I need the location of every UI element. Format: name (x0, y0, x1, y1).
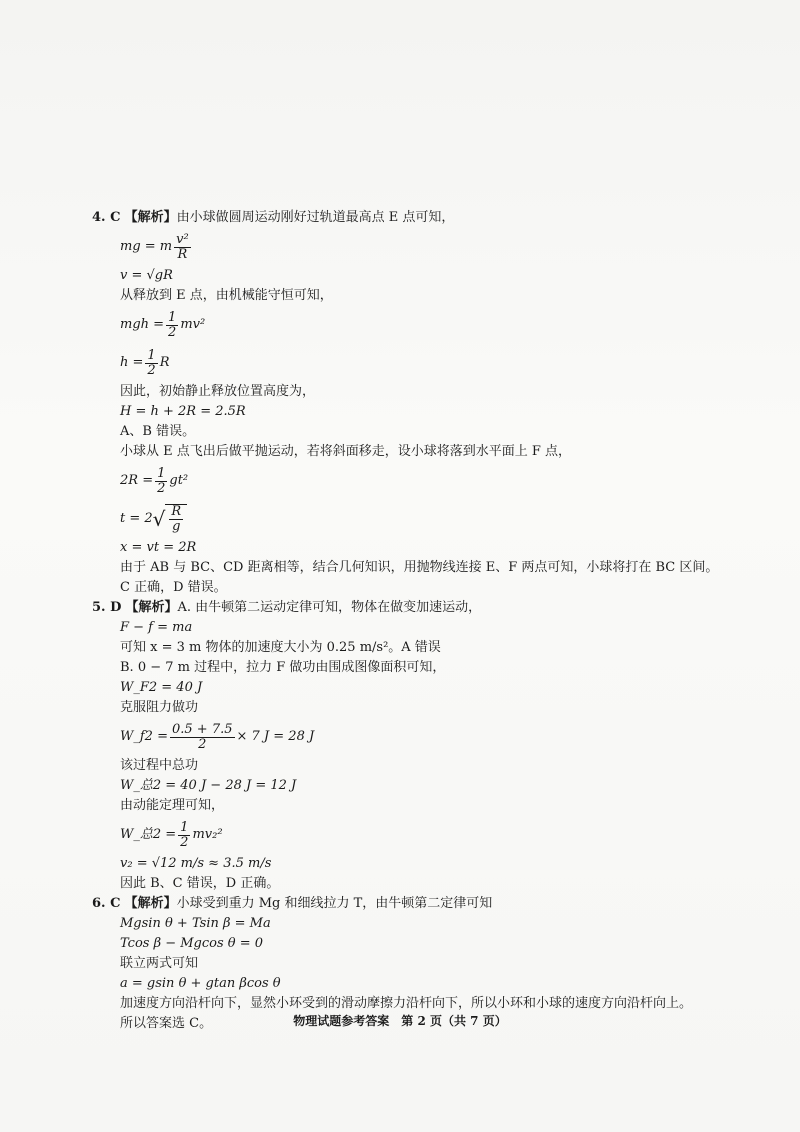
q5-header (92, 598, 732, 618)
q4-number: 4. C (92, 210, 121, 225)
q4-eq5: H = h + 2R = 2.5R (120, 404, 246, 419)
q4-text4: 小球从 E 点飞出后做平抛运动，若将斜面移走，设小球将落到水平面上 F 点， (120, 444, 572, 459)
fraction: $\frac{1}{2}$ (168, 309, 177, 340)
q5-text3: 克服阻力做功 (120, 700, 199, 715)
q4-text2: 因此，初始静止释放位置高度为， (120, 384, 316, 399)
q5-eq4: W_总2 = 40 J − 28 J = 12 J (120, 778, 297, 793)
q5-eq6: v₂ = √12 m/s ≈ 3.5 m/s (120, 856, 272, 871)
q4-eq7: t = 2 √ $\frac{R}{g}$ (92, 500, 732, 538)
q4-eq3: mgh = $\frac{1}{2}$ mv² (120, 309, 206, 340)
fraction: $\frac{1}{2}$ (180, 819, 189, 850)
q4-text5: 由于 AB 与 BC、CD 距离相等，结合几何知识，用抛物线连接 E、F 两点可知，小球将打在 BC 区间。 (120, 560, 719, 575)
q5-text6: 因此 B、C 错误，D 正确。 (120, 876, 280, 891)
q6-eq1: Mgsin θ + Tsin β = Ma (120, 916, 271, 931)
q5-number: 5. D (92, 600, 122, 615)
fraction: $\frac{0.5 + 7.5}{2}$ (171, 721, 233, 752)
q5-eq2: W_F2 = 40 J (120, 680, 203, 695)
q4-eq1: mg = m $\frac{\text{v²}}{R}$ (120, 231, 189, 262)
q6-header (92, 894, 732, 914)
q6-text1: 联立两式可知 (120, 956, 199, 971)
q5-text5: 由动能定理可知， (120, 798, 225, 813)
q5-header-text: A. 由牛顿第二运动定律可知，物体在做变加速运动， (177, 600, 482, 615)
fraction: $\frac{\text{v²}}{R}$ (176, 231, 189, 262)
q5-eq1: F − f = ma (120, 620, 193, 635)
q4-eq8: x = vt = 2R (120, 540, 197, 555)
q5-eq3: W_f2 = $\frac{0.5 + 7.5}{2}$ × 7 J = 28 J (120, 721, 315, 752)
q6-tag: 【解析】 (124, 896, 177, 911)
q5-tag: 【解析】 (125, 600, 178, 615)
q6-header-text: 小球受到重力 Mg 和细线拉力 T，由牛顿第二定律可知 (176, 896, 493, 911)
square-root: √ $\frac{R}{g}$ (153, 504, 188, 534)
q6-eq2: Tcos β − Mgcos θ = 0 (120, 936, 264, 951)
q4-text1: 从释放到 E 点，由机械能守恒可知， (120, 288, 333, 303)
q5-text4: 该过程中总功 (120, 758, 199, 773)
fraction: $\frac{1}{2}$ (147, 347, 156, 378)
q5-text1: 可知 x = 3 m 物体的加速度大小为 0.25 m/s²。A 错误 (120, 640, 441, 655)
q4-eq4: h = $\frac{1}{2}$ R (120, 347, 170, 378)
q4-header-text: 由小球做圆周运动刚好过轨道最高点 E 点可知， (176, 210, 455, 225)
q6-eq3: a = gsin θ + gtan βcos θ (120, 976, 281, 991)
page-footer: 物理试题参考答案 第 2 页（共 7 页） (293, 1014, 507, 1028)
answer-content (92, 208, 732, 1034)
q4-header (92, 208, 732, 228)
q4-tag: 【解析】 (124, 210, 177, 225)
q4-text6: C 正确，D 错误。 (120, 580, 227, 595)
q5-text2: B. 0 − 7 m 过程中，拉力 F 做功由围成图像面积可知， (120, 660, 446, 675)
q4-eq2: v = √gR (120, 268, 173, 283)
q6-text3: 所以答案选 C。 (120, 1016, 213, 1031)
fraction: $\frac{1}{2}$ (157, 465, 166, 496)
q6-number: 6. C (92, 896, 121, 911)
q4-text3: A、B 错误。 (120, 424, 196, 439)
q6-text2: 加速度方向沿杆向下，显然小环受到的滑动摩擦力沿杆向下，所以小环和小球的速度方向沿杆向上。 (120, 996, 693, 1011)
q4-eq6: 2R = $\frac{1}{2}$ gt² (120, 465, 189, 496)
q5-eq5: W_总2 = $\frac{1}{2}$ mv₂² (120, 819, 223, 850)
